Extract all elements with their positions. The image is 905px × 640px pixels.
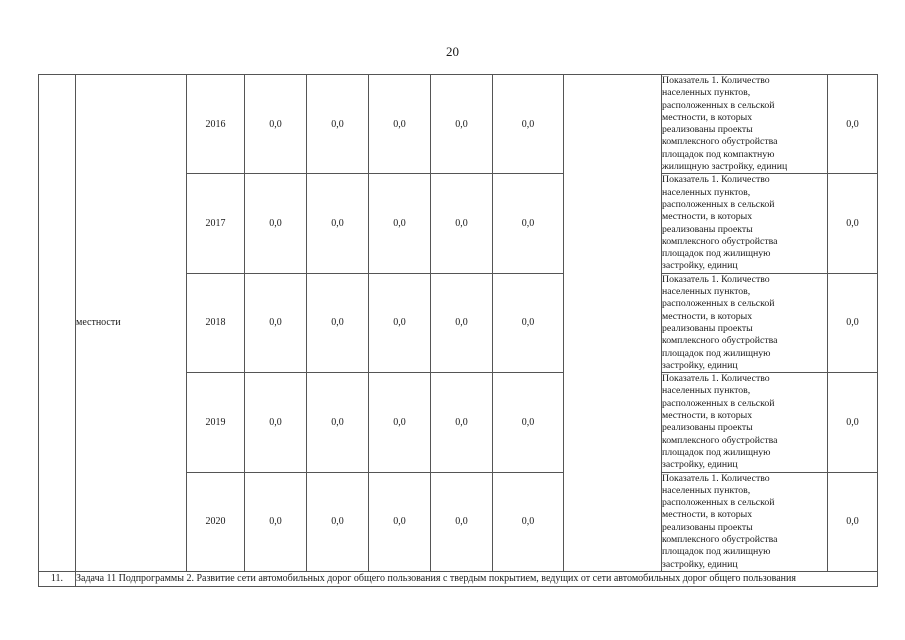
indicator-line: расположенных в сельской: [662, 397, 775, 409]
indicator-line: Показатель 1. Количество: [662, 373, 770, 385]
indicator-line: жилищную застройку, единиц: [662, 161, 788, 173]
value-cell: 0,0: [493, 273, 564, 372]
indicator-line: Показатель 1. Количество: [662, 273, 770, 285]
indicator-line: комплексного обустройства: [662, 335, 778, 347]
value-cell: 0,0: [245, 373, 307, 472]
value-cell: 0,0: [245, 75, 307, 174]
task-description-cell: Задача 11 Подпрограммы 2. Развитие сети автомобильных дорог общего пользования с твердым покрытием, ведущих от сети автомобильных дорог общего пользования: [76, 571, 878, 586]
indicator-line: населенных пунктов,: [662, 186, 751, 198]
executor-cell: [564, 75, 662, 572]
indicator-line: Показатель 1. Количество: [662, 472, 770, 484]
value-cell: 0,0: [307, 174, 369, 273]
row-number-cell: [39, 75, 76, 572]
indicator-cell: [662, 75, 828, 174]
indicator-line: площадок под компактную: [662, 148, 775, 160]
indicator-value-cell: 0,0: [828, 174, 878, 273]
indicator-line: застройку, единиц: [662, 459, 738, 471]
value-cell: 0,0: [245, 472, 307, 571]
indicator-cell: [662, 174, 828, 273]
indicator-line: комплексного обустройства: [662, 136, 778, 148]
indicator-line: реализованы проекты: [662, 322, 753, 334]
year-cell: 2020: [187, 472, 245, 571]
program-table: [38, 74, 878, 587]
value-cell: 0,0: [431, 373, 493, 472]
indicator-value-cell: 0,0: [828, 75, 878, 174]
indicator-line: площадок под жилищную: [662, 446, 771, 458]
indicator-line: расположенных в сельской: [662, 99, 775, 111]
indicator-line: реализованы проекты: [662, 223, 753, 235]
indicator-value-cell: 0,0: [828, 472, 878, 571]
value-cell: 0,0: [431, 472, 493, 571]
indicator-line: местности, в которых: [662, 509, 753, 521]
indicator-line: комплексного обустройства: [662, 235, 778, 247]
value-cell: 0,0: [431, 273, 493, 372]
indicator-line: реализованы проекты: [662, 521, 753, 533]
value-cell: 0,0: [307, 75, 369, 174]
indicator-line: комплексного обустройства: [662, 533, 778, 545]
indicator-line: площадок под жилищную: [662, 248, 771, 260]
value-cell: 0,0: [369, 472, 431, 571]
indicator-line: местности, в которых: [662, 111, 753, 123]
indicator-line: застройку, единиц: [662, 558, 738, 570]
value-cell: 0,0: [493, 472, 564, 571]
indicator-cell: [662, 373, 828, 472]
indicator-line: населенных пунктов,: [662, 286, 751, 298]
indicator-line: расположенных в сельской: [662, 198, 775, 210]
indicator-line: населенных пунктов,: [662, 87, 751, 99]
indicator-line: расположенных в сельской: [662, 497, 775, 509]
value-cell: 0,0: [493, 75, 564, 174]
value-cell: 0,0: [307, 472, 369, 571]
indicator-line: реализованы проекты: [662, 124, 753, 136]
task-number-cell: 11.: [39, 571, 76, 586]
indicator-line: местности, в которых: [662, 211, 753, 223]
value-cell: 0,0: [369, 373, 431, 472]
indicator-line: местности, в которых: [662, 410, 753, 422]
value-cell: 0,0: [431, 174, 493, 273]
event-name-cell: местности: [76, 75, 187, 572]
table-row: [39, 75, 878, 174]
value-cell: 0,0: [307, 273, 369, 372]
indicator-cell: [662, 472, 828, 571]
indicator-line: расположенных в сельской: [662, 298, 775, 310]
year-cell: 2019: [187, 373, 245, 472]
indicator-line: Показатель 1. Количество: [662, 75, 770, 86]
value-cell: 0,0: [369, 174, 431, 273]
indicator-value-cell: 0,0: [828, 273, 878, 372]
indicator-value-cell: 0,0: [828, 373, 878, 472]
value-cell: 0,0: [431, 75, 493, 174]
value-cell: 0,0: [493, 373, 564, 472]
indicator-line: застройку, единиц: [662, 359, 738, 371]
task-row: [39, 571, 878, 586]
indicator-line: застройку, единиц: [662, 260, 738, 272]
value-cell: 0,0: [245, 273, 307, 372]
indicator-line: местности, в которых: [662, 310, 753, 322]
indicator-cell: [662, 273, 828, 372]
indicator-line: населенных пунктов,: [662, 484, 751, 496]
indicator-line: комплексного обустройства: [662, 434, 778, 446]
year-cell: 2017: [187, 174, 245, 273]
value-cell: 0,0: [369, 75, 431, 174]
value-cell: 0,0: [493, 174, 564, 273]
year-cell: 2018: [187, 273, 245, 372]
value-cell: 0,0: [369, 273, 431, 372]
value-cell: 0,0: [245, 174, 307, 273]
page-number: 20: [446, 44, 459, 59]
indicator-line: реализованы проекты: [662, 422, 753, 434]
indicator-line: Показатель 1. Количество: [662, 174, 770, 186]
indicator-line: населенных пунктов,: [662, 385, 751, 397]
year-cell: 2016: [187, 75, 245, 174]
indicator-line: площадок под жилищную: [662, 546, 771, 558]
indicator-line: площадок под жилищную: [662, 347, 771, 359]
value-cell: 0,0: [307, 373, 369, 472]
